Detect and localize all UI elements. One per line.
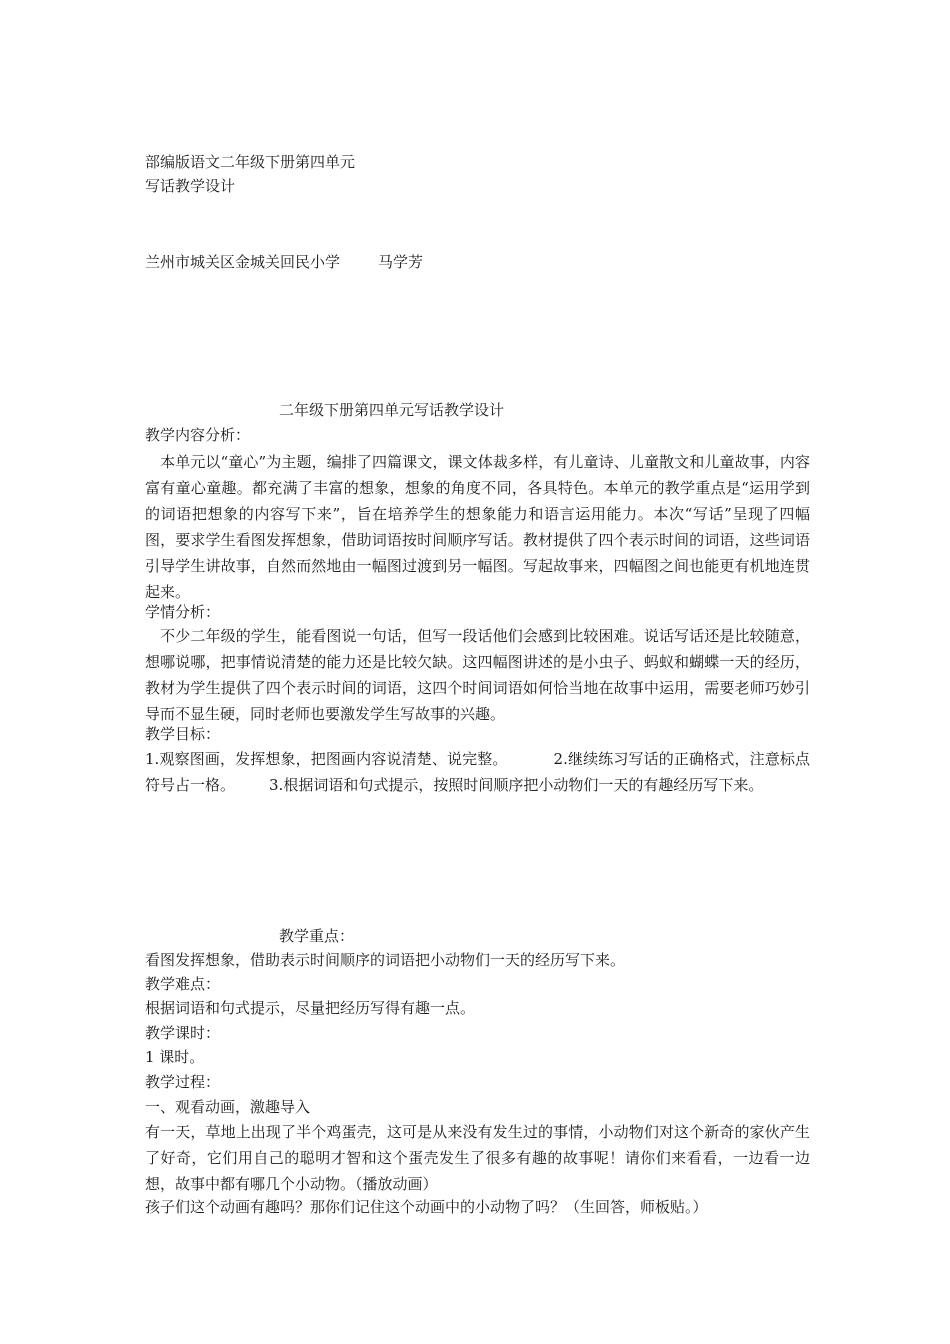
process-label: 教学过程： xyxy=(145,1073,221,1091)
step1-title: 一、观看动画，激趣导入 xyxy=(145,1098,311,1116)
step1-question: 孩子们这个动画有趣吗？那你们记住这个动画中的小动物了吗？（生回答，师板贴。） xyxy=(145,1198,708,1216)
goal-2: 2.继续练习写话的正确格式，注意标点符号占一格。 xyxy=(145,750,810,794)
goal-1: 1.观察图画，发挥想象，把图画内容说清楚、说完整。 xyxy=(145,750,508,768)
design-heading: 二年级下册第四单元写话教学设计 xyxy=(279,401,505,419)
content-analysis-label: 教学内容分析： xyxy=(145,426,251,444)
cover-author-line xyxy=(145,250,423,274)
key-points-label: 教学重点： xyxy=(279,927,355,945)
key-points-text: 看图发挥想象，借助表示时间顺序的词语把小动物们一天的经历写下来。 xyxy=(145,951,626,969)
step1-text: 有一天，草地上出现了半个鸡蛋壳，这可是从来没有发生过的事情，小动物们对这个新奇的家伙产生了好奇，它们用自己的聪明才智和这个蛋壳发生了很多有趣的故事呢！请你们来看看，一边看一边想，故事中都有哪几个小动物。（播放动画） xyxy=(145,1123,810,1193)
learner-analysis-text: 不少二年级的学生，能看图说一句话，但写一段话他们会感到比较困难。说话写话还是比较随意，想哪说哪，把事情说清楚的能力还是比较欠缺。这四幅图讲述的是小虫子、蚂蚁和蝴蝶一天的经历，教材为学生提供了四个表示时间的词语，这四个时间词语如何恰当地在故事中运用，需要老师巧妙引导而不显生硬，同时老师也要激发学生写故事的兴趣。 xyxy=(145,627,810,723)
hours-text: 1 课时。 xyxy=(145,1048,205,1066)
content-analysis-text: 本单元以“童心”为主题，编排了四篇课文，课文体裁多样，有儿童诗、儿童散文和儿童故事，内容富有童心童趣。都充满了丰富的想象，想象的角度不同，各具特色。本单元的教学重点是“运用学到的词语把想象的内容写下来”，旨在培养学生的想象能力和语言运用能力。本次“写话”呈现了四幅图，要求学生看图发挥想象，借助词语按时间顺序写话。教材提供了四个表示时间的词语，这些词语引导学生讲故事，自然而然地由一幅图过渡到另一幅图。写起故事来，四幅图之间也能更有机地连贯起来。 xyxy=(145,453,810,601)
difficulties-label: 教学难点： xyxy=(145,975,221,993)
school-name: 兰州市城关区金城关回民小学 xyxy=(145,253,341,271)
goals-label: 教学目标： xyxy=(145,725,221,743)
cover-title-line1: 部编版语文二年级下册第四单元 xyxy=(145,153,356,171)
cover-title-line2: 写话教学设计 xyxy=(145,177,236,195)
difficulties-text: 根据词语和句式提示，尽量把经历写得有趣一点。 xyxy=(145,999,476,1017)
author-name: 马学芳 xyxy=(378,253,424,271)
learner-analysis-label: 学情分析： xyxy=(145,603,221,621)
hours-label: 教学课时： xyxy=(145,1024,221,1042)
goals-text xyxy=(145,746,810,798)
goal-3: 3.根据词语和句式提示，按照时间顺序把小动物们一天的有趣经历写下来。 xyxy=(269,776,764,794)
